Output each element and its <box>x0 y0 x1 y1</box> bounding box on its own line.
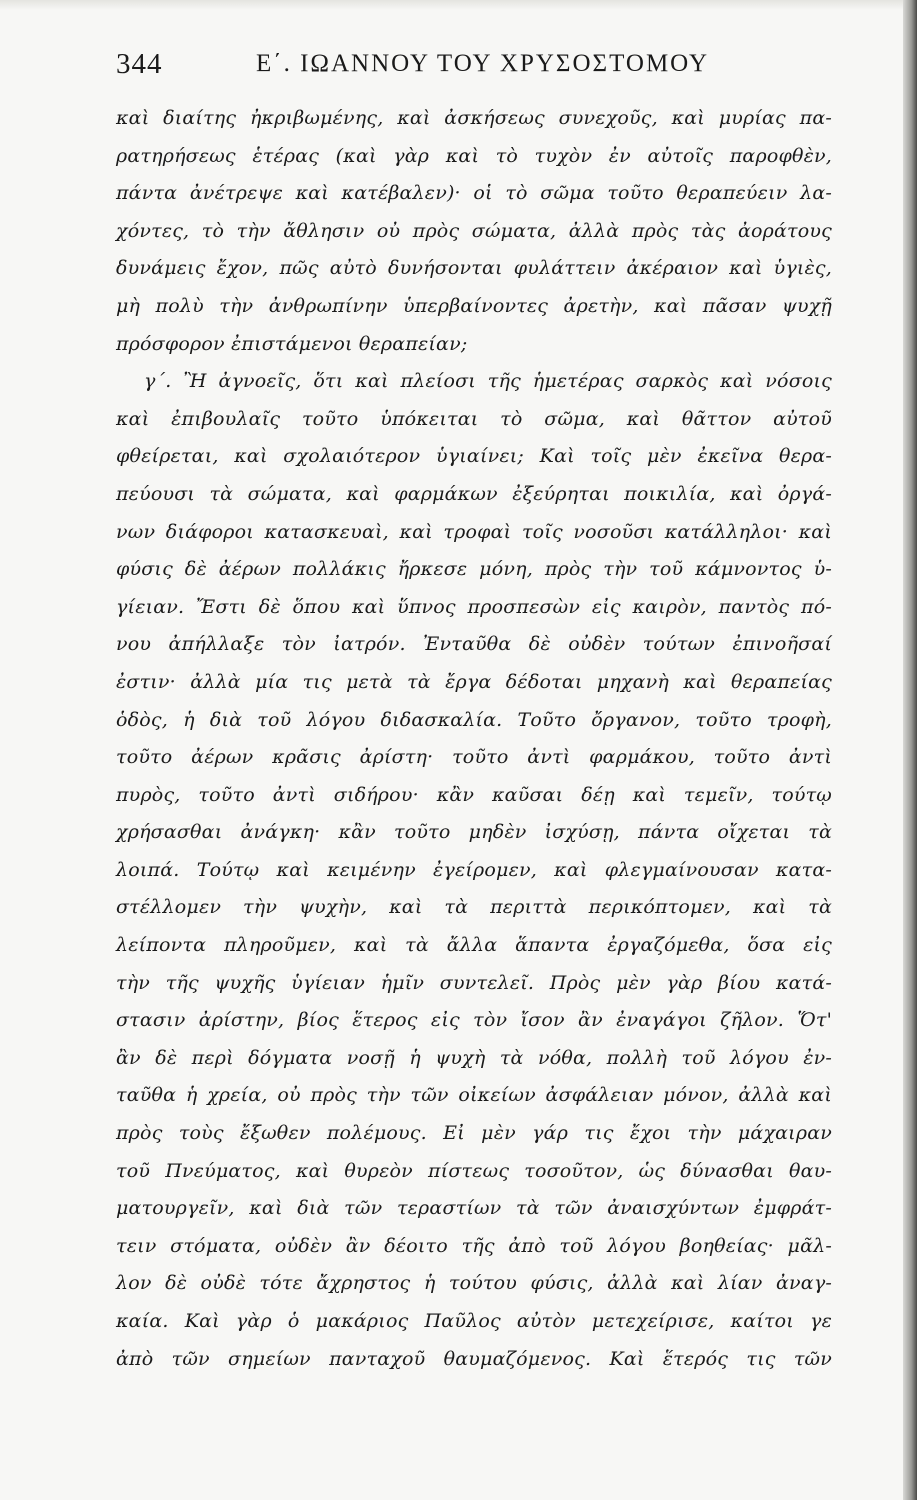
text-line: πάντα ἀνέτρεψε καὶ κατέβαλεν)· οἱ τὸ σῶμα τοῦτο θεραπεύειν λα- <box>116 182 832 205</box>
text-line: λοιπά. Τούτῳ καὶ κειμένην ἐγείρομεν, καὶ φλεγμαίνουσαν κατα- <box>116 858 832 881</box>
text-line: δυνάμεις ἔχον, πῶς αὐτὸ δυνήσονται φυλάττειν ἀκέραιον καὶ ὑγιὲς, <box>116 257 832 280</box>
text-line: νου ἀπήλλαξε τὸν ἰατρόν. Ἐνταῦθα δὲ οὐδὲν τούτων ἐπινοῆσαί <box>116 633 832 656</box>
text-line: ἂν δὲ περὶ δόγματα νοσῇ ἡ ψυχὴ τὰ νόθα, πολλὴ τοῦ λόγου ἐν- <box>116 1046 832 1069</box>
running-head <box>116 48 846 88</box>
text-line: στέλλομεν τὴν ψυχὴν, καὶ τὰ περιττὰ περικόπτομεν, καὶ τὰ <box>116 896 832 919</box>
text-line: τοῦ Πνεύματος, καὶ θυρεὸν πίστεως τοσοῦτον, ὡς δύνασθαι θαυ- <box>116 1159 832 1182</box>
text-line: τοῦτο ἀέρων κρᾶσις ἀρίστη· τοῦτο ἀντὶ φαρμάκου, τοῦτο ἀντὶ <box>116 746 832 769</box>
text-line: γίειαν. Ἔστι δὲ ὅπου καὶ ὕπνος προσπεσὼν εἰς καιρὸν, παντὸς πό- <box>116 595 832 618</box>
page-number: 344 <box>116 48 163 80</box>
text-line: ρατηρήσεως ἑτέρας (καὶ γὰρ καὶ τὸ τυχὸν ἐν αὐτοῖς παροφθὲν, <box>116 144 832 167</box>
text-line: πρὸς τοὺς ἔξωθεν πολέμους. Εἰ μὲν γάρ τις ἔχοι τὴν μάχαιραν <box>116 1122 832 1145</box>
text-line: ἀπὸ τῶν σημείων πανταχοῦ θαυμαζόμενος. Καὶ ἕτερός τις τῶν <box>116 1347 832 1370</box>
text-line: καία. Καὶ γὰρ ὁ μακάριος Παῦλος αὐτὸν μετεχείρισε, καίτοι γε <box>116 1310 832 1332</box>
page-top-shadow <box>0 0 917 10</box>
text-line: χρήσασθαι ἀνάγκη· κἂν τοῦτο μηδὲν ἰσχύσῃ, πάντα οἴχεται τὰ <box>116 821 832 844</box>
text-line: στασιν ἀρίστην, βίος ἕτερος εἰς τὸν ἴσον ἂν ἐναγάγοι ζῆλον. Ὅτ' <box>116 1009 832 1032</box>
text-line: ματουργεῖν, καὶ διὰ τῶν τεραστίων τὰ τῶν ἀναισχύντων ἐμφράτ- <box>116 1197 832 1220</box>
text-line: τειν στόματα, οὐδὲν ἂν δέοιτο τῆς ἀπὸ τοῦ λόγου βοηθείας· μᾶλ- <box>116 1234 832 1257</box>
page-binding-edge <box>903 0 917 1500</box>
text-line: μὴ πολὺ τὴν ἀνθρωπίνην ὑπερβαίνοντες ἀρετὴν, καὶ πᾶσαν ψυχῇ <box>116 294 832 317</box>
text-line: πρόσφορον ἐπιστάμενοι θεραπείαν; <box>116 332 468 355</box>
text-line: ταῦθα ἡ χρεία, οὐ πρὸς τὴν τῶν οἰκείων ἀσφάλειαν μόνον, ἀλλὰ καὶ <box>116 1084 832 1107</box>
section-start-line: γ΄. Ἢ ἀγνοεῖς, ὅτι καὶ πλείοσι τῆς ἡμετέρας σαρκὸς καὶ νόσοις <box>144 370 832 393</box>
text-line: νων διάφοροι κατασκευαὶ, καὶ τροφαὶ τοῖς νοσοῦσι κατάλληλοι· καὶ <box>116 520 832 543</box>
text-line: λον δὲ οὐδὲ τότε ἄχρηστος ἡ τούτου φύσις, ἀλλὰ καὶ λίαν ἀναγ- <box>116 1272 832 1295</box>
text-line: ἐστιν· ἀλλὰ μία τις μετὰ τὰ ἔργα δέδοται μηχανὴ καὶ θεραπείας <box>116 670 832 693</box>
text-line: καὶ διαίτης ἠκριβωμένης, καὶ ἀσκήσεως συνεχοῦς, καὶ μυρίας πα- <box>116 107 832 129</box>
text-line: τὴν τῆς ψυχῆς ὑγίειαν ἡμῖν συντελεῖ. Πρὸς μὲν γὰρ βίου κατά- <box>116 971 832 994</box>
running-title: Ε΄. ΙΩΑΝΝΟΥ ΤΟΥ ΧΡΥΣΟΣΤΟΜΟΥ <box>256 50 710 77</box>
text-line: πεύουσι τὰ σώματα, καὶ φαρμάκων ἐξεύρηται ποικιλία, καὶ ὀργά- <box>116 482 832 505</box>
text-line: ὁδὸς, ἡ διὰ τοῦ λόγου διδασκαλία. Τοῦτο ὄργανον, τοῦτο τροφὴ, <box>116 708 832 731</box>
body-text <box>116 100 832 1378</box>
text-line: φθείρεται, καὶ σχολαιότερον ὑγιαίνει; Καὶ τοῖς μὲν ἐκεῖνα θερα- <box>116 445 832 468</box>
text-line: καὶ ἐπιβουλαῖς τοῦτο ὑπόκειται τὸ σῶμα, καὶ θᾶττον αὐτοῦ <box>116 407 832 430</box>
text-line: φύσις δὲ ἀέρων πολλάκις ἤρκεσε μόνη, πρὸς τὴν τοῦ κάμνοντος ὑ- <box>116 558 832 581</box>
text-line: χόντες, τὸ τὴν ἄθλησιν οὐ πρὸς σώματα, ἀλλὰ πρὸς τὰς ἀοράτους <box>116 219 832 242</box>
text-line: λείποντα πληροῦμεν, καὶ τὰ ἄλλα ἅπαντα ἐργαζόμεθα, ὅσα εἰς <box>116 934 832 957</box>
text-line: πυρὸς, τοῦτο ἀντὶ σιδήρου· κἂν καῦσαι δέῃ καὶ τεμεῖν, τούτῳ <box>116 783 832 806</box>
